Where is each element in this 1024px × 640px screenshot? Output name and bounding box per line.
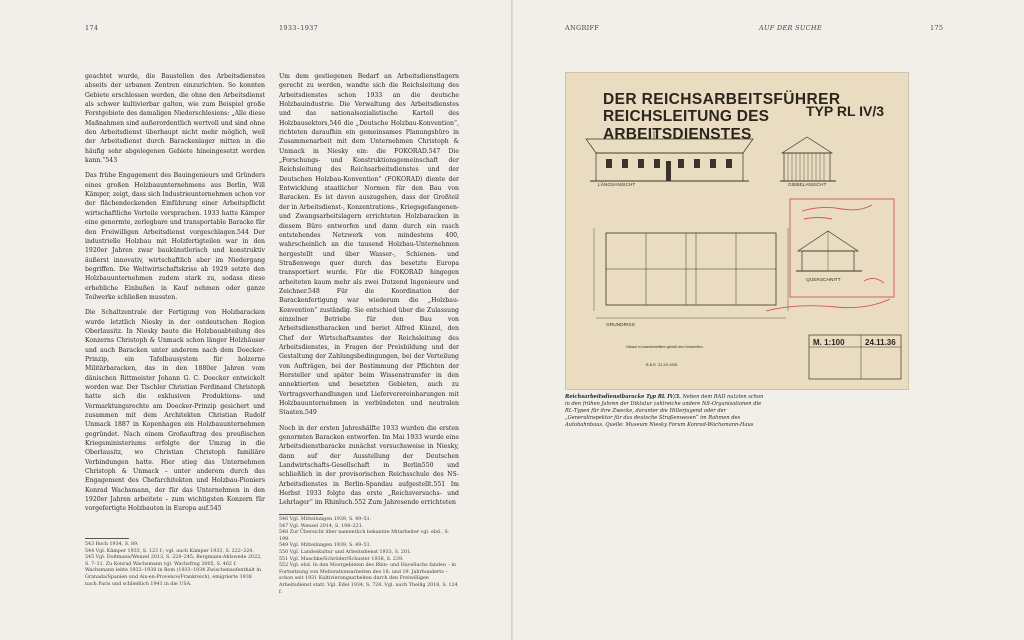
footnote: 550 Vgl. Landeskultur und Arbeitsdienst 1933, S. 201. — [279, 549, 412, 555]
footnote: 545 Vgl. Doßmann/Wenzel 2013, S. 220–245; Bergmann-Ahlswede 2022, S. 7–11. Zu Konrad Wachsmann vgl. Wachsfrug 2005, S. 462 f. Wachsmann lebte 1932–1938 in Rom (1933–1934 Zwischenaufenthalt in Granada/Spanien und Aix-en-Provence/Frankreich), emigrierte 1938 nach Paris und schließlich 1941 in die USA. — [85, 555, 262, 587]
paragraph: Das frühe Engagement des Bauingenieurs und Gründers eines großen Holzbauunternehmens aus Berlin, Will Kämper, zeigt, dass sich Industrieunternehmen schon vor der flächendeckenden Einführung einer Arbeitspflicht wirtschaftliche Vorteile versprachen. 1933 hatte Kämper eine genormte, zerlegbare und transportable Baracke für den Freiwilligen Arbeitsdienst vorgeschlagen.544 Der industrielle Holzbau mit Holzfertigteilen war in den 1920er Jahren zwar baukünstlerisch und konstruktiv äußerst innovativ, wirtschaftlich aber im Niedergang begriffen. Die Weltwirtschaftskrise ab 1929 setzte den Holzbauunternehmen zudem stark zu, sodass diese erhebliche Einbußen in Kauf nehmen oder ganze Teilwerke schließen mussten. — [85, 172, 265, 301]
footnote: 546 Vgl. Mitteilungen 1939, S. 49–51. — [279, 517, 372, 522]
plan-note: Gebaut in Ausnahmefällen gemäß den Vorschriften — [626, 345, 703, 349]
plan-date: 24.11.36 — [865, 338, 896, 347]
left-running-head: 1933–1937 — [279, 24, 319, 32]
paragraph: geachtet wurde, die Baustellen des Arbeitsdienstes abseits der urbanen Zentren einzurichten. So konnten Gebiete erschlossen werden, die ohne den Arbeitsdienst als schwer kultivierbar galten, wie zum Beispiel große Forstgebiete des damaligen Niederschlesiens: „Alle diese Maßnahmen sind außerordentlich wertvoll und sind ohne den Arbeitsdienst überhaupt nicht mehr möglich, weil der Arbeitsdienst durch Barackenlager mitten in die häufig sehr abgelegenen Gebiete hineingesetzt werden kann.“543 — [85, 73, 265, 165]
page-gutter — [511, 0, 513, 640]
left-page-number: 174 — [85, 24, 99, 32]
red-pencil-annotations — [766, 199, 894, 311]
plan-type-label: TYP RL IV/3 — [806, 103, 885, 119]
footnote-rule — [279, 514, 323, 515]
long-elevation-drawing — [586, 131, 753, 181]
plan-title-line1: DER REICHSARBEITSFÜHRER — [603, 91, 841, 108]
right-running-head-section: ANGRIFF — [565, 24, 600, 32]
label-cross-section: QUERSCHNITT — [806, 278, 841, 283]
footnote: 549 Vgl. Mitteilungen 1939, S. 49–51. — [279, 543, 372, 549]
barracks-plan-figure — [565, 72, 909, 390]
plan-stamp: B.B.R. 31.XII.1936 — [646, 363, 678, 367]
plan-title-line2: REICHSLEITUNG DES ARBEITSDIENSTES — [603, 108, 770, 143]
footnote-rule — [85, 538, 129, 539]
plan-scale: M. 1:100 — [813, 338, 845, 347]
left-column-2 — [279, 72, 459, 514]
footnotes-right — [279, 517, 459, 596]
figure-caption — [565, 394, 765, 429]
footnote: 547 Vgl. Wenzel 2014, S. 198–221. — [279, 523, 364, 529]
caption-text: Neben dem RAD nutzten schon in den frühen Jahren der Diktatur zahlreiche andere NS-Organisationen die RL-Typen für ihre Zwecke, darunter die Hitlerjugend oder der „Generalinspektor für das deutsche Straßenwesen“ im Rahmen des Autobahnbaus. — [565, 394, 764, 428]
footnote: 544 Vgl. Kämper 1933, S. 123 f.; vgl. auch Kämper 1933, S. 222–224. — [85, 548, 254, 554]
right-running-head-chapter: AUF DER SUCHE — [759, 24, 822, 32]
left-column-1 — [85, 72, 265, 520]
label-floor-plan: GRUNDRISS — [606, 323, 635, 328]
gable-elevation-drawing — [780, 137, 836, 181]
footnotes-left — [85, 542, 265, 588]
footnote: 551 Vgl. Maschke/Schröder/Schuster 1936, S. 239. — [279, 556, 404, 562]
paragraph: Die Schaltzentrale der Fertigung von Holzbaracken wurde letztlich Niesky in der ostdeutschen Region Oberlausitz. In Niesky baute die Holzbauabteilung des Konzerns Christoph & Unmack schon länger Holzhäuser und auch Baracken unter anderem nach dem Doecker-Prinzip, ein Tafelbausystem für holzerne Militärbaracken, das in den 1880er Jahren vom dänischen Rittmeister Johann G. C. Doecker entwickelt worden war. Der Tischler Christian Ferdinand Christoph hatte sich die exklusiven Produktions- und Vermarktungsrechte am Doecker-Prinzip gesichert und zusammen mit dem Architekten Christian Rudolf Unmack 1887 in Kopenhagen ein Holzbauunternehmen gegründet. Nach einem Großauftrag des preußischen Kriegsministeriums erfolgte der Umzug in die Oberlausitz, wo Christian Christoph familiäre Verbindungen hatte. Hier stieg das Unternehmen Christoph & Unmack – unter anderem durch das Engagement des Chefarchitekten und Holzbau-Pioniers Konrad Wachsmann, der für das Unternehmen in den 1920er Jahren arbeitete – zum wichtigsten Konzern für vorgefertigte Holzbauten in Europa auf.545 — [85, 309, 265, 513]
footnote: 548 Zur Übersicht über namentlich bekannte Mitarbeiter vgl. ebd., S. 199. — [279, 530, 450, 542]
paragraph: Noch in der ersten Jahreshälfte 1933 wurden die ersten genormten Baracken entworfen. Im Mai 1933 wurde eine Arbeitsdienstbaracke zunächst versuchsweise in Niesky, dann auf der Ausstellung der Deutschen Landwirtschafts-Gesellschaft in Berlin550 und schließlich in der provisorischen Reichsschule des NS-Arbeitsdienstes in Berlin-Spandau aufgestellt.551 Im Herbst 1933 folgte das erste „Reichsversuchs- und Lehrlager“ im Rhinluch.552 Zum Jahresende errichteten — [279, 424, 459, 507]
cross-section-drawing — [796, 231, 862, 271]
caption-source: Quelle: Museum Niesky Forum Konrad-Wachsmann-Haus — [605, 421, 754, 428]
floor-plan-drawing — [594, 228, 788, 318]
paragraph: Um dem gestiegenen Bedarf an Arbeitsdienstlagern gerecht zu werden, wandte sich die Reichsleitung des Arbeitsdienstes schon 1933 an die deutsche Holzbauindustrie. Die Verwaltung des Arbeitsdienstes und das nationalsozialistische Kartell des Holzbausektors,546 die „Deutsche Holzbau-Konvention“, richteten daraufhin ein gemeinsames Planungsbüro in Zusammenarbeit mit dem Unternehmen Christoph & Unmack in Niesky ein: die FOKORAD.547 Die „Forschungs- und Konstruktionsgemeinschaft der Reichsleitung des Reichsarbeitsdienstes und der Deutschen Holzbau-Konvention“ (FOKORAD) diente der Entwicklung staatlicher Normen für den Bau von Baracken. Es ist davon auszugehen, dass der Großteil der in Arbeitsdienst-, Konzentrations-, Kriegsgefangenen- und Zwangsarbeitslagern errichteten Holzbaracken in diesem Büro entworfen und dann durch ein rasch entstehendes Netzwerk von mindestens 400, wahrscheinlich an die tausend Holzbau-Unternehmen hergestellt und über Wasser-, Schienen- und Straßenwege quer durch das besetzte Europa transportiert wurde. Für die FOKORAD hingegen arbeiteten kaum mehr als zwei Dutzend Ingenieure und Zeichner.548 Für die Koordination der Barackenfertigung war wiederum die „Holzbau-Konvention“ zuständig. Sie entschied über die Zulassung einzelner Betriebe für den Bau von Arbeitsdienstbaracken und beriet Alfred Künzel, den Chef der Wirtschaftsamtes der Reichsleitung des Arbeitsdienstes, in Fragen der Preisbildung und der Gestaltung der Zahlungsbedingungen, bei der Verteilung von Aufträgen, bei der Bestimmung der Pflichten der Hersteller und später beim Wissenstransfer in den annektierten und besetzten Gebieten, auch zu Vertragsverhandlungen und Lieferverereinbarungen mit Holzbauunternehmen in verbündeten und neutralen Staaten.549 — [279, 73, 459, 417]
footnote: 543 Roch 1934, S. 89. — [85, 542, 139, 547]
right-page-number: 175 — [930, 24, 944, 32]
plan-drawing — [566, 73, 908, 389]
label-long-elevation: LÄNGSANSICHT — [598, 183, 636, 188]
caption-title: Reichsarbeitsdienstbaracke Typ RL IV/3. — [565, 394, 681, 400]
footnote: 552 Vgl. ebd. In den Moorgebieten des Rhin- und Havelluchs fanden – in Fortsetzung von Meliorationsarbeiten des 18. und 19. Jahrhunderts – schon seit 1931 Kultivierungsarbeiten durch den Freiwilligen Arbeitsdienst statt. Vgl. Edel 1934, S. 724. Vgl. auch Theilig 2018, S. 124 f. — [279, 563, 458, 595]
label-gable-elevation: GIEBELANSICHT — [788, 183, 827, 188]
